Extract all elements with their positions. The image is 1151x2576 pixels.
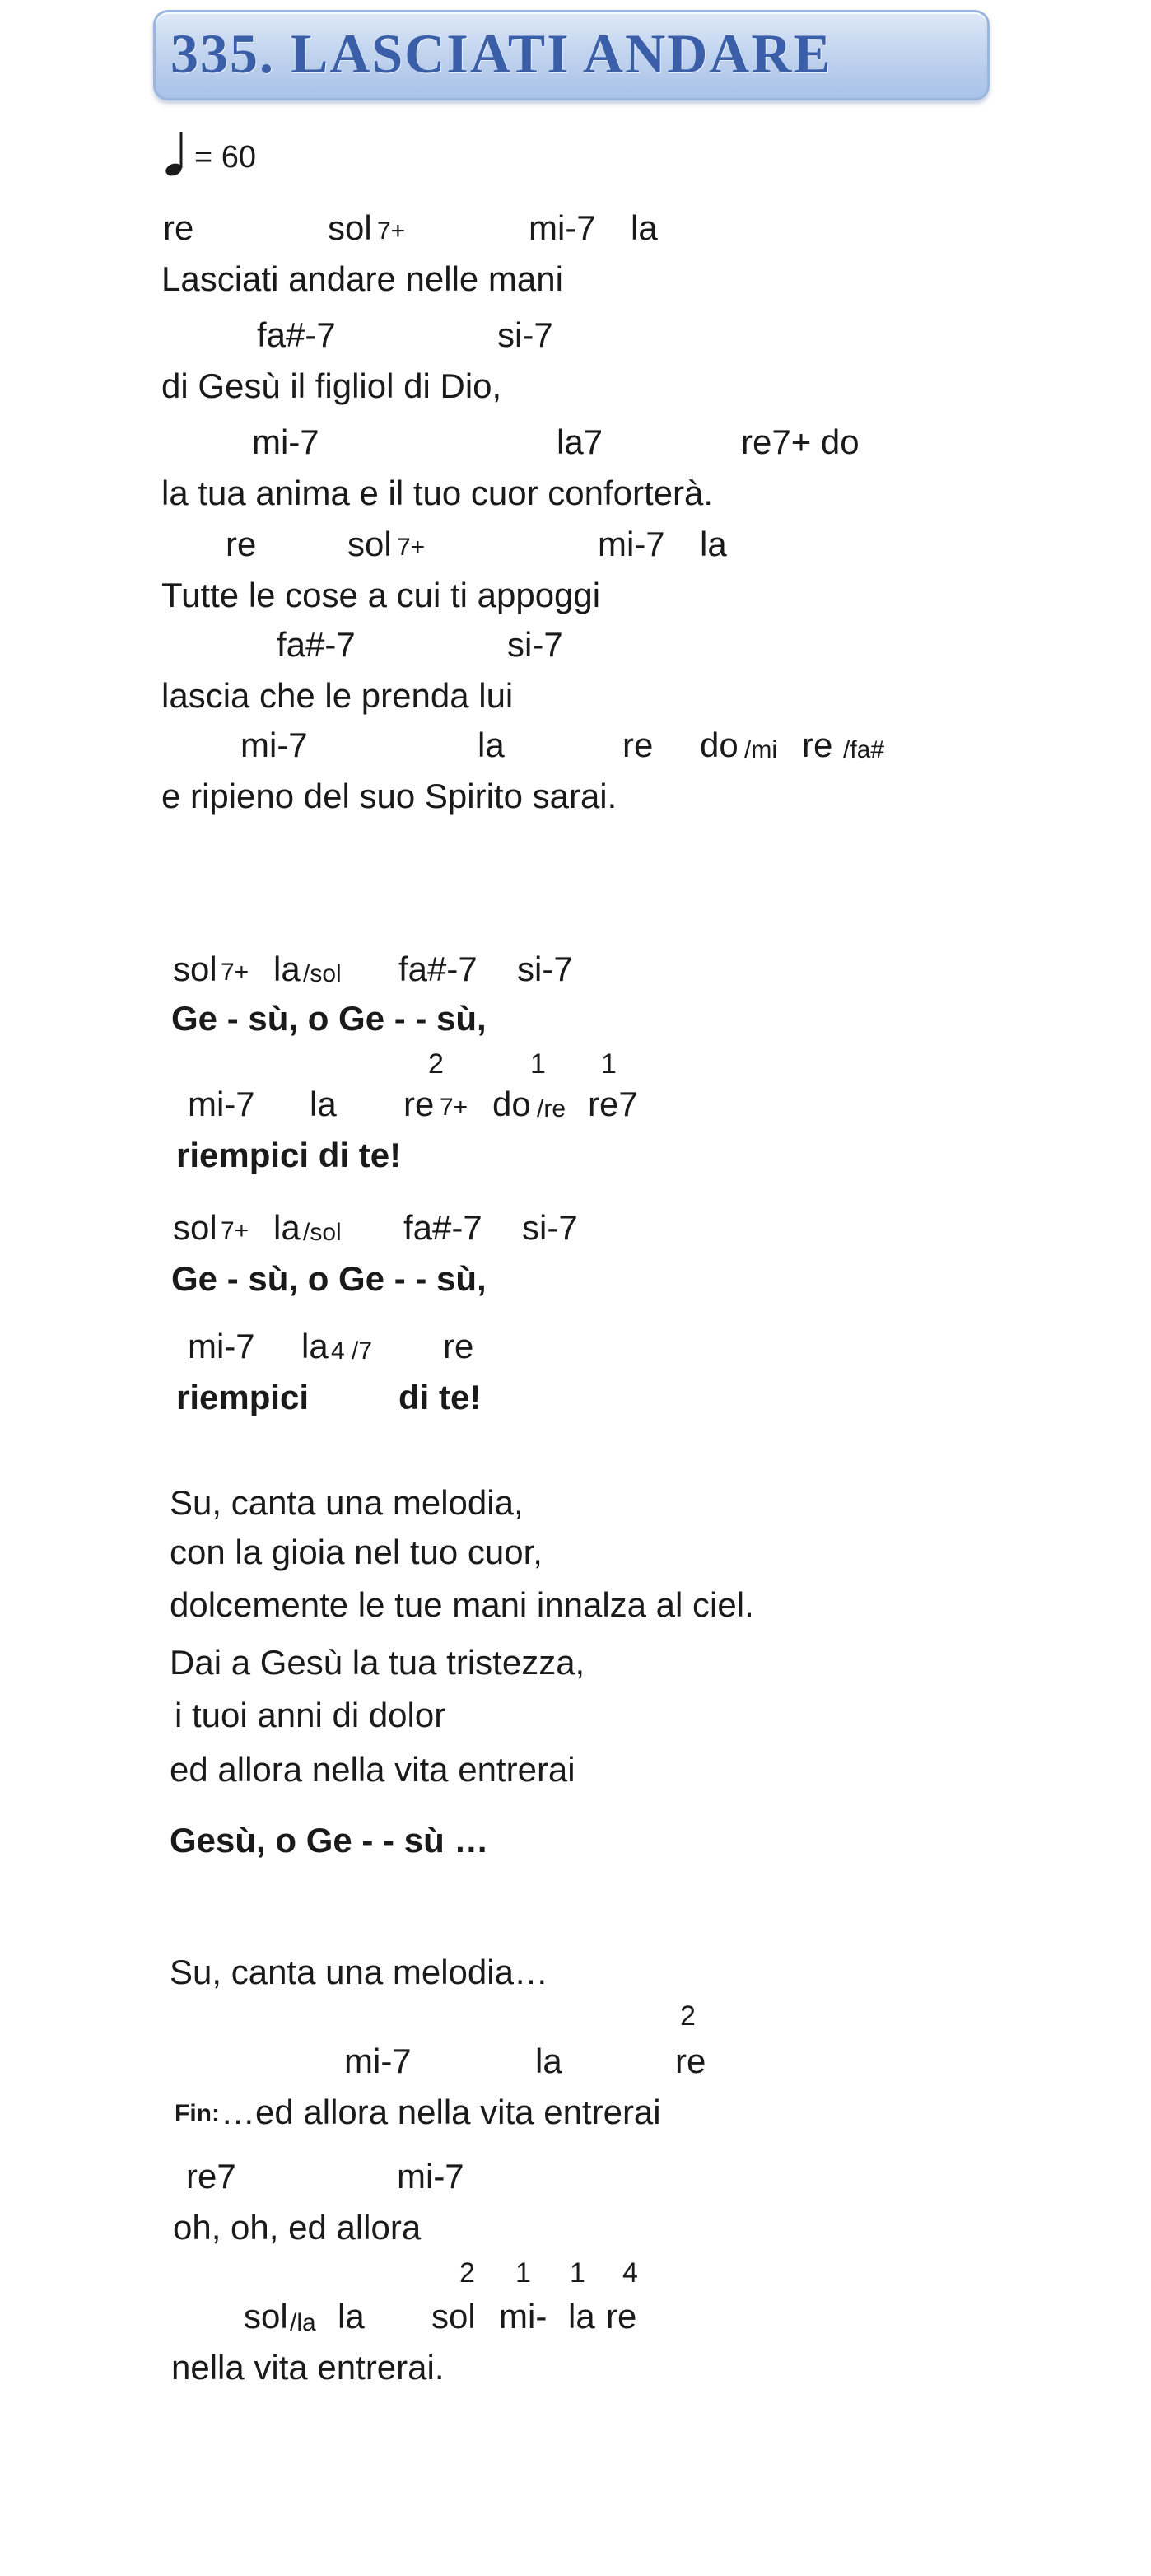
fin-label: Fin:	[175, 2100, 220, 2127]
chord: mi-7	[344, 2042, 412, 2080]
chord: la	[273, 950, 301, 988]
chord: fa#-7	[398, 950, 478, 988]
chord: la	[535, 2042, 562, 2080]
chord: do	[492, 1085, 531, 1123]
finger-number: 2	[428, 1048, 444, 1080]
chord-suffix: /fa#	[843, 736, 885, 763]
chord: sol	[173, 950, 217, 988]
chord: re7+ do	[741, 422, 860, 461]
lyric-line: Dai a Gesù la tua tristezza,	[170, 1643, 585, 1682]
chord: la	[478, 726, 505, 764]
finger-number: 2	[680, 2000, 696, 2032]
chord: re	[163, 208, 194, 247]
chord: si-7	[507, 625, 563, 664]
chord-suffix: /la	[290, 2309, 316, 2336]
chord: si-7	[517, 950, 573, 988]
lyric-line: e ripieno del suo Spirito sarai.	[161, 777, 617, 815]
finger-number: 1	[530, 1048, 546, 1080]
lyric-line: Tutte le cose a cui ti appoggi	[161, 576, 601, 614]
finger-number: 1	[601, 1048, 617, 1080]
chord: re	[802, 726, 833, 764]
lyric-line: nella vita entrerai.	[171, 2348, 445, 2387]
chord-suffix: 4 /7	[331, 1337, 373, 1365]
chord-suffix: /re	[537, 1095, 566, 1122]
chord: re	[622, 726, 654, 764]
chord: mi-7	[188, 1085, 255, 1123]
lyric-line: Ge - sù, o Ge - - sù,	[171, 999, 487, 1038]
chord-suffix: /sol	[303, 1219, 342, 1246]
refrain-line: Gesù, o Ge - - sù …	[170, 1821, 489, 1860]
chord: re	[403, 1085, 435, 1123]
chord-suffix: 7+	[440, 1094, 468, 1121]
chord: la	[338, 2297, 365, 2336]
chord: sol	[431, 2297, 476, 2336]
finger-number: 1	[570, 2257, 585, 2289]
chord: mi-7	[529, 208, 596, 247]
chord: la	[310, 1085, 337, 1123]
lyric-line: di te!	[398, 1378, 482, 1416]
finger-number: 1	[515, 2257, 531, 2289]
chord-suffix: /mi	[744, 736, 777, 763]
chord: la	[568, 2297, 595, 2336]
lyric-line: lascia che le prenda lui	[161, 676, 514, 715]
chord: si-7	[522, 1208, 578, 1247]
chord-suffix: 7+	[377, 217, 406, 245]
chord: la7	[557, 422, 603, 461]
finger-number: 2	[459, 2257, 475, 2289]
chord: mi-	[499, 2297, 548, 2336]
tempo-value: = 60	[194, 140, 257, 175]
lyric-line: la tua anima e il tuo cuor conforterà.	[161, 474, 714, 512]
chord-suffix: 7+	[221, 959, 249, 986]
quarter-note-icon	[163, 125, 188, 183]
lyric-line: di Gesù il figliol di Dio,	[161, 366, 502, 405]
lyric-line: Su, canta una melodia…	[170, 1953, 548, 1991]
lyric-line: dolcemente le tue mani innalza al ciel.	[170, 1585, 754, 1624]
chord: la	[631, 208, 658, 247]
chord: sol	[244, 2297, 288, 2336]
chord: fa#-7	[403, 1208, 482, 1247]
lyric-line: riempici di te!	[176, 1136, 402, 1174]
lyric-line: Su, canta una melodia,	[170, 1483, 524, 1522]
chord-suffix: 7+	[397, 534, 426, 561]
chord: fa#-7	[257, 315, 336, 354]
lyric-line: riempici	[176, 1378, 310, 1416]
chord: re7	[588, 1085, 638, 1123]
lyric-line: ed allora nella vita entrerai	[170, 1750, 576, 1789]
chord: fa#-7	[277, 625, 356, 664]
chord: re	[675, 2042, 706, 2080]
chord: mi-7	[397, 2157, 464, 2196]
chord: re7	[186, 2157, 236, 2196]
chord: la	[301, 1327, 329, 1365]
chord: re	[226, 525, 257, 563]
lyric-line: i tuoi anni di dolor	[175, 1696, 446, 1734]
chord: do	[700, 726, 739, 764]
chord: mi-7	[598, 525, 665, 563]
chord: mi-7	[252, 422, 319, 461]
chord: la	[273, 1208, 301, 1247]
finger-number: 4	[622, 2257, 638, 2289]
chord-suffix: /sol	[303, 960, 342, 987]
chord: si-7	[497, 315, 553, 354]
lyric-line: Ge - sù, o Ge - - sù,	[171, 1259, 487, 1298]
chord: re	[606, 2297, 637, 2336]
chord: sol	[328, 208, 372, 247]
lyric-line: con la gioia nel tuo cuor,	[170, 1533, 543, 1571]
lyric-line: …ed allora nella vita entrerai	[221, 2093, 661, 2131]
lyric-line: oh, oh, ed allora	[173, 2208, 422, 2247]
chord: la	[700, 525, 727, 563]
lyric-line: Lasciati andare nelle mani	[161, 259, 563, 298]
chord: sol	[347, 525, 392, 563]
chord: mi-7	[188, 1327, 255, 1365]
chord: mi-7	[240, 726, 308, 764]
song-title: 335. LASCIATI ANDARE	[170, 22, 832, 85]
chord: sol	[173, 1208, 217, 1247]
chord: re	[443, 1327, 474, 1365]
chord-suffix: 7+	[221, 1217, 249, 1244]
title-banner	[153, 10, 990, 100]
